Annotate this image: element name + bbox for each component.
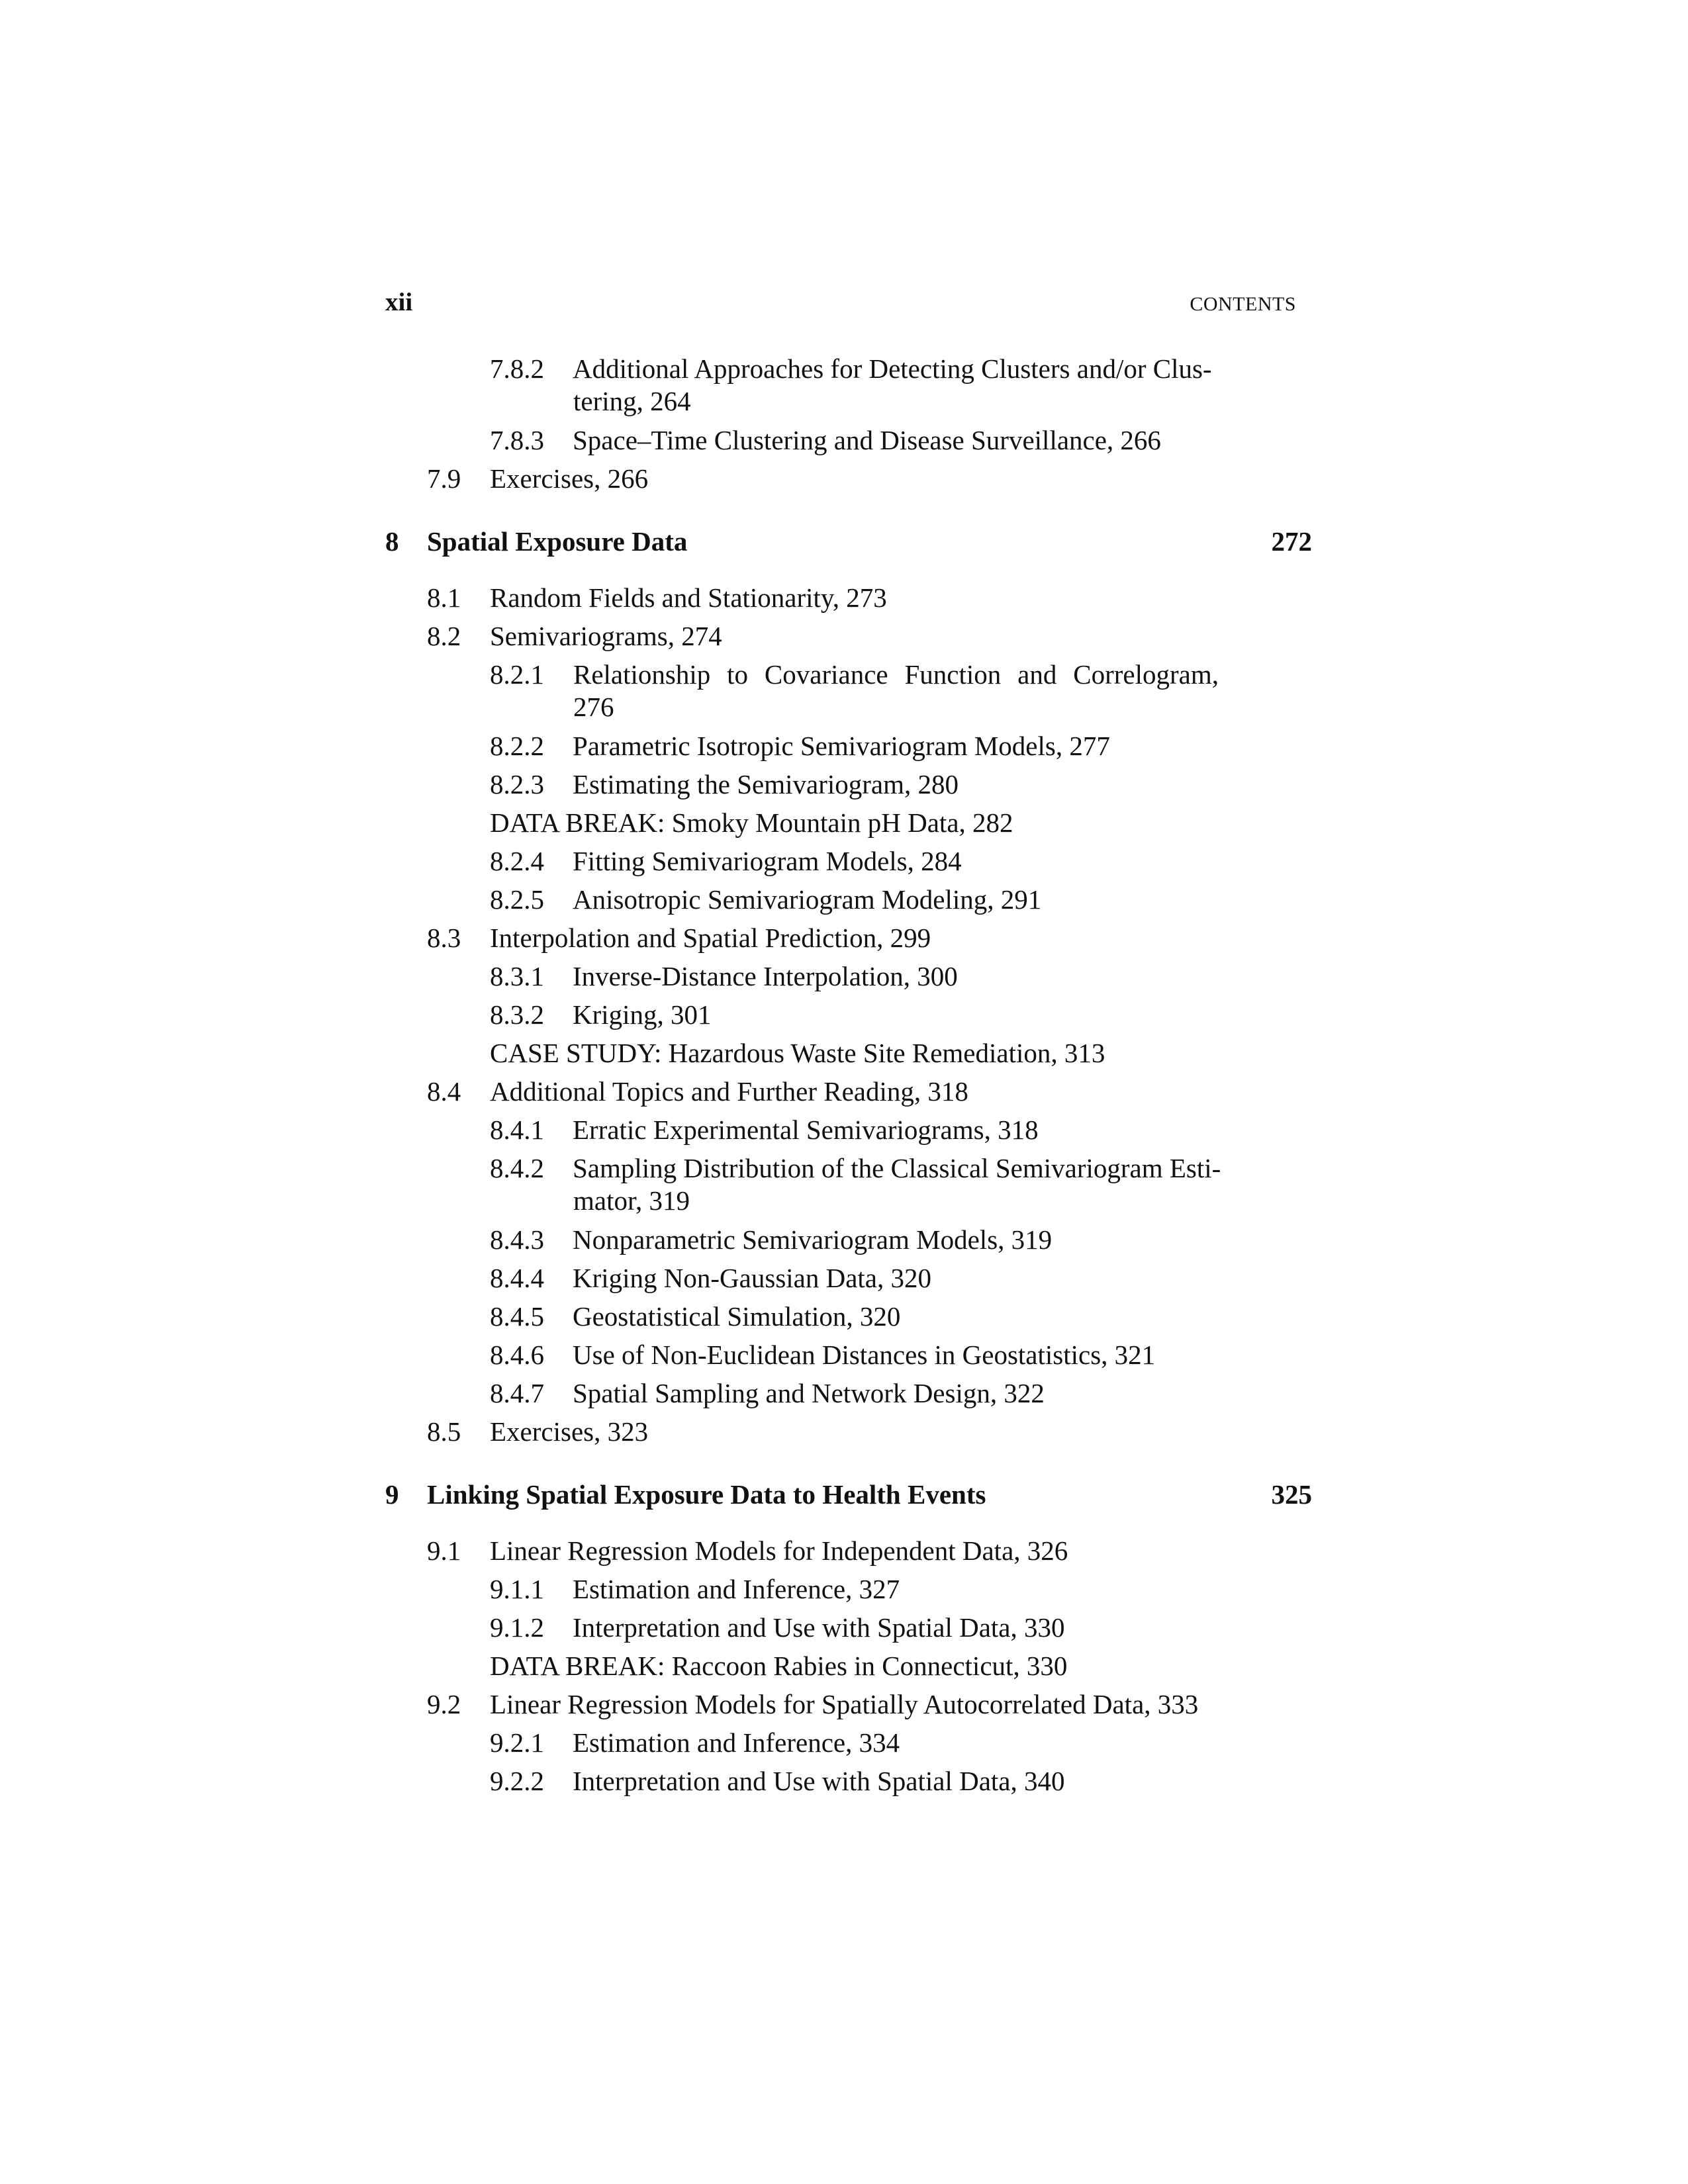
toc-entry-9-1-1 xyxy=(490,1573,900,1606)
toc-entry-number: 8.4 xyxy=(427,1076,461,1107)
toc-entry-text: Interpretation and Use with Spatial Data, 340 xyxy=(573,1766,1065,1796)
toc-entry-continuation: mator, 319 xyxy=(573,1185,690,1216)
toc-entry-text: Linear Regression Models for Independent Data, 326 xyxy=(490,1535,1068,1566)
toc-entry-8-5 xyxy=(427,1416,648,1448)
toc-entry-number: 9.2 xyxy=(427,1689,461,1719)
toc-entry-8-4-6 xyxy=(490,1339,1155,1371)
toc-entry-number: 9.2.1 xyxy=(490,1727,544,1758)
toc-entry-text: Linear Regression Models for Spatially Autocorrelated Data, 333 xyxy=(490,1689,1199,1719)
toc-chapter-8 xyxy=(385,525,1312,558)
toc-entry-text: Parametric Isotropic Semivariogram Models, 277 xyxy=(573,731,1110,761)
toc-entry-number: 8.4.5 xyxy=(490,1301,544,1332)
toc-entry-8-3-1 xyxy=(490,960,958,993)
toc-entry-8-2-5 xyxy=(490,884,1041,916)
toc-word: Function xyxy=(904,659,1002,690)
toc-entry-8-1 xyxy=(427,582,887,614)
toc-entry-text: Semivariograms, 274 xyxy=(490,621,722,651)
toc-entry-number: 9.2.2 xyxy=(490,1766,544,1796)
toc-entry-number: 8.5 xyxy=(427,1416,461,1447)
chapter-page: 272 xyxy=(1271,526,1312,557)
toc-entry-7-9 xyxy=(427,463,648,495)
toc-entry-text: Exercises, 323 xyxy=(490,1416,649,1447)
toc-entry-8-2-1 xyxy=(490,659,573,691)
toc-entry-text: Inverse-Distance Interpolation, 300 xyxy=(573,961,958,991)
toc-entry-text: Exercises, 266 xyxy=(490,463,649,494)
toc-entry-continuation: 276 xyxy=(573,692,614,722)
toc-entry-8-4-7 xyxy=(490,1377,1045,1410)
page-number: xii xyxy=(385,288,413,316)
toc-entry-number: 8.4.3 xyxy=(490,1224,544,1255)
toc-case-study-hazardous-waste: CASE STUDY: Hazardous Waste Site Remediation, 313 xyxy=(490,1038,1105,1068)
toc-entry-8-3 xyxy=(427,922,931,954)
toc-entry-number: 8.4.6 xyxy=(490,1340,544,1370)
toc-entry-text: Estimation and Inference, 334 xyxy=(573,1727,900,1758)
toc-entry-number: 8.4.4 xyxy=(490,1263,544,1293)
toc-entry-number: 9.1 xyxy=(427,1535,461,1566)
toc-entry-8-3-2 xyxy=(490,999,712,1031)
toc-entry-9-1-2 xyxy=(490,1612,1065,1644)
toc-entry-text: Random Fields and Stationarity, 273 xyxy=(490,582,887,613)
toc-entry-8-4 xyxy=(427,1075,968,1108)
running-head: CONTENTS xyxy=(1190,293,1296,315)
toc-entry-text: Geostatistical Simulation, 320 xyxy=(573,1301,901,1332)
toc-entry-number: 8.3.2 xyxy=(490,999,544,1030)
toc-entry-text: Estimation and Inference, 327 xyxy=(573,1574,900,1604)
toc-entry-number: 7.8.3 xyxy=(490,425,544,455)
toc-entry-continuation: tering, 264 xyxy=(573,386,691,416)
toc-entry-8-4-3 xyxy=(490,1224,1052,1256)
toc-word: Correlogram, xyxy=(1073,659,1219,690)
toc-entry-text: Spatial Sampling and Network Design, 322 xyxy=(573,1378,1045,1408)
toc-entry-number: 8.2.5 xyxy=(490,884,544,915)
toc-entry-8-2-2 xyxy=(490,730,1110,762)
toc-entry-8-4-4 xyxy=(490,1262,931,1295)
toc-entry-8-2 xyxy=(427,620,722,653)
toc-entry-text: Additional Approaches for Detecting Clusters and/or Clus- xyxy=(573,353,1212,384)
toc-entry-text: Space–Time Clustering and Disease Surveillance, 266 xyxy=(573,425,1161,455)
toc-entry-number: 8.4.1 xyxy=(490,1115,544,1145)
toc-data-break-raccoon-rabies: DATA BREAK: Raccoon Rabies in Connecticut, 330 xyxy=(490,1651,1068,1681)
toc-entry-number: 8.2.4 xyxy=(490,846,544,876)
toc-entry-text: Anisotropic Semivariogram Modeling, 291 xyxy=(573,884,1042,915)
toc-entry-text: Kriging Non-Gaussian Data, 320 xyxy=(573,1263,932,1293)
toc-entry-number: 8.2.1 xyxy=(490,659,544,690)
toc-entry-9-1 xyxy=(427,1535,1068,1567)
toc-entry-7-8-2 xyxy=(490,353,1212,385)
toc-entry-number: 7.9 xyxy=(427,463,461,494)
chapter-number: 8 xyxy=(385,526,399,557)
toc-entry-number: 8.2.2 xyxy=(490,731,544,761)
toc-entry-text: Nonparametric Semivariogram Models, 319 xyxy=(573,1224,1053,1255)
toc-entry-8-4-1 xyxy=(490,1114,1039,1146)
toc-entry-8-4-5 xyxy=(490,1300,900,1333)
toc-entry-8-4-2 xyxy=(490,1152,1221,1185)
toc-word: Relationship xyxy=(573,659,711,690)
toc-entry-text: Erratic Experimental Semivariograms, 318 xyxy=(573,1115,1039,1145)
toc-entry-number: 8.3 xyxy=(427,923,461,953)
toc-entry-number: 8.1 xyxy=(427,582,461,613)
toc-entry-9-2-1 xyxy=(490,1727,900,1759)
toc-entry-text: Interpretation and Use with Spatial Data, 330 xyxy=(573,1612,1065,1643)
chapter-number: 9 xyxy=(385,1479,399,1510)
toc-entry-text-justified xyxy=(573,659,1219,691)
chapter-page: 325 xyxy=(1271,1479,1312,1510)
toc-entry-number: 8.4.2 xyxy=(490,1153,544,1183)
toc-entry-number: 8.3.1 xyxy=(490,961,544,991)
chapter-title: Linking Spatial Exposure Data to Health Events xyxy=(427,1479,986,1510)
toc-entry-9-2-2 xyxy=(490,1765,1065,1797)
toc-entry-8-2-3 xyxy=(490,768,959,801)
toc-entry-number: 8.4.7 xyxy=(490,1378,544,1408)
toc-entry-number: 9.1.2 xyxy=(490,1612,544,1643)
toc-entry-8-2-4 xyxy=(490,845,962,878)
toc-entry-text: Additional Topics and Further Reading, 318 xyxy=(490,1076,968,1107)
toc-entry-text: Estimating the Semivariogram, 280 xyxy=(573,769,959,799)
toc-data-break-smoky-mountain: DATA BREAK: Smoky Mountain pH Data, 282 xyxy=(490,807,1013,838)
toc-entry-text: Sampling Distribution of the Classical Semivariogram Esti- xyxy=(573,1153,1221,1183)
toc-entry-number: 8.2 xyxy=(427,621,461,651)
toc-entry-text: Use of Non-Euclidean Distances in Geostatistics, 321 xyxy=(573,1340,1156,1370)
toc-entry-text: Fitting Semivariogram Models, 284 xyxy=(573,846,962,876)
toc-word: to xyxy=(727,659,749,690)
toc-entry-9-2 xyxy=(427,1688,1198,1721)
toc-entry-number: 9.1.1 xyxy=(490,1574,544,1604)
toc-entry-number: 7.8.2 xyxy=(490,353,544,384)
toc-word: and xyxy=(1017,659,1057,690)
toc-entry-text: Kriging, 301 xyxy=(573,999,712,1030)
toc-entry-7-8-3 xyxy=(490,424,1161,457)
toc-entry-number: 8.2.3 xyxy=(490,769,544,799)
chapter-title: Spatial Exposure Data xyxy=(427,526,688,557)
toc-chapter-9 xyxy=(385,1479,1312,1511)
toc-word: Covariance xyxy=(764,659,888,690)
toc-entry-text: Interpolation and Spatial Prediction, 299 xyxy=(490,923,931,953)
